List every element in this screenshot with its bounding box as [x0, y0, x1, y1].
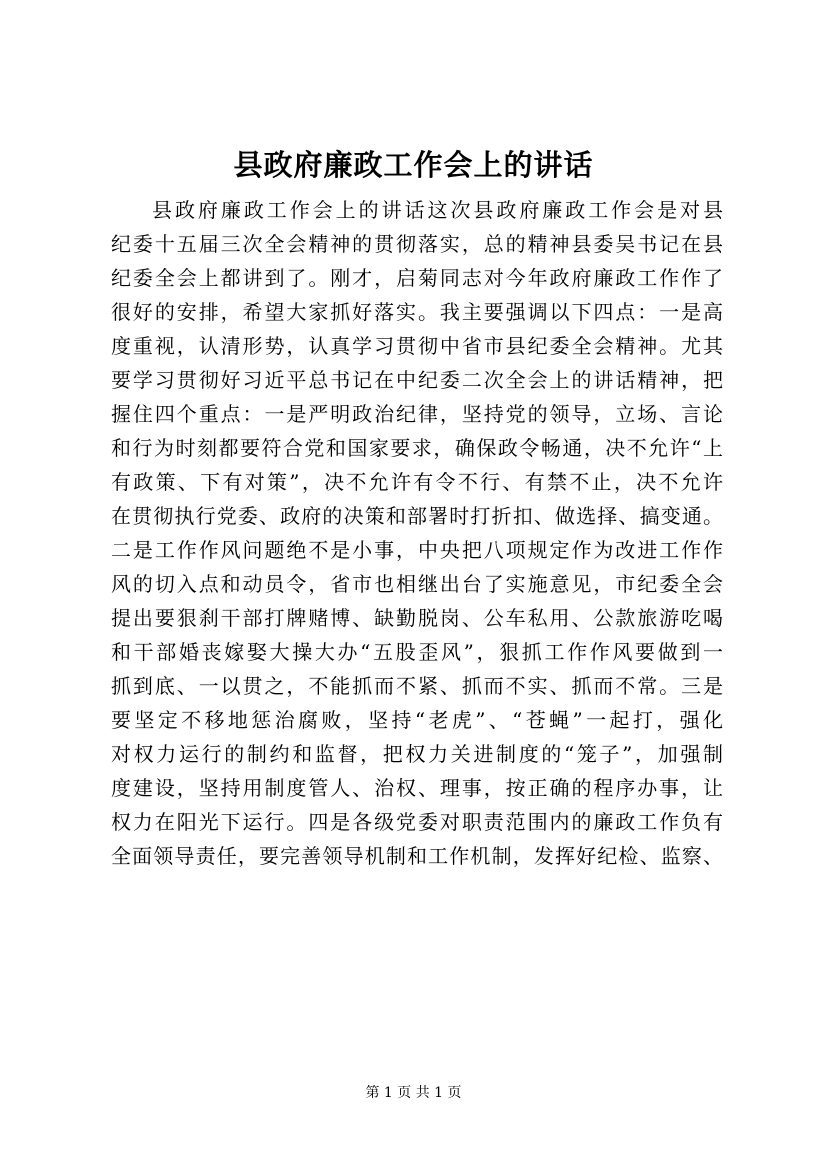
body-line: 纪委十五届三次全会精神的贯彻落实，总的精神县委吴书记在县	[111, 232, 723, 256]
body-line: 二是工作作风问题绝不是小事，中央把八项规定作为改进工作作	[111, 538, 723, 562]
body-line: 和行为时刻都要符合党和国家要求，确保政令畅通，决不允许“上	[111, 436, 723, 460]
body-line: 要学习贯彻好习近平总书记在中纪委二次全会上的讲话精神，把	[111, 368, 723, 392]
body-line: 很好的安排，希望大家抓好落实。我主要强调以下四点：一是高	[111, 300, 723, 324]
body-line: 度建设，坚持用制度管人、治权、理事，按正确的程序办事，让	[111, 776, 723, 800]
body-line: 风的切入点和动员令，省市也相继出台了实施意见，市纪委全会	[111, 572, 723, 596]
body-line: 握住四个重点：一是严明政治纪律，坚持党的领导，立场、言论	[111, 402, 723, 426]
document-body	[111, 193, 723, 873]
body-line: 县政府廉政工作会上的讲话这次县政府廉政工作会是对县	[152, 198, 723, 222]
body-line: 有政策、下有对策”，决不允许有令不行、有禁不止，决不允许	[111, 470, 723, 494]
body-line: 和干部婚丧嫁娶大操大办“五股歪风”，狠抓工作作风要做到一	[111, 640, 723, 664]
body-line: 要坚定不移地惩治腐败，坚持“老虎”、“苍蝇”一起打，强化	[111, 708, 723, 732]
body-line: 对权力运行的制约和监督，把权力关进制度的“笼子”，加强制	[111, 742, 723, 766]
body-line: 提出要狠刹干部打牌赌博、缺勤脱岗、公车私用、公款旅游吃喝	[111, 606, 723, 630]
document-title: 县政府廉政工作会上的讲话	[233, 148, 594, 182]
body-line: 在贯彻执行党委、政府的决策和部署时打折扣、做选择、搞变通。	[111, 504, 723, 528]
body-line: 抓到底、一以贯之，不能抓而不紧、抓而不实、抓而不常。三是	[111, 674, 723, 698]
body-line: 度重视，认清形势，认真学习贯彻中省市县纪委全会精神。尤其	[111, 334, 723, 358]
page-footer: 第 1 页 共 1 页	[365, 1085, 462, 1101]
body-line: 全面领导责任，要完善领导机制和工作机制，发挥好纪检、监察、	[111, 844, 723, 868]
body-line: 权力在阳光下运行。四是各级党委对职责范围内的廉政工作负有	[111, 810, 723, 834]
body-line: 纪委全会上都讲到了。刚才，启菊同志对今年政府廉政工作作了	[111, 266, 723, 290]
